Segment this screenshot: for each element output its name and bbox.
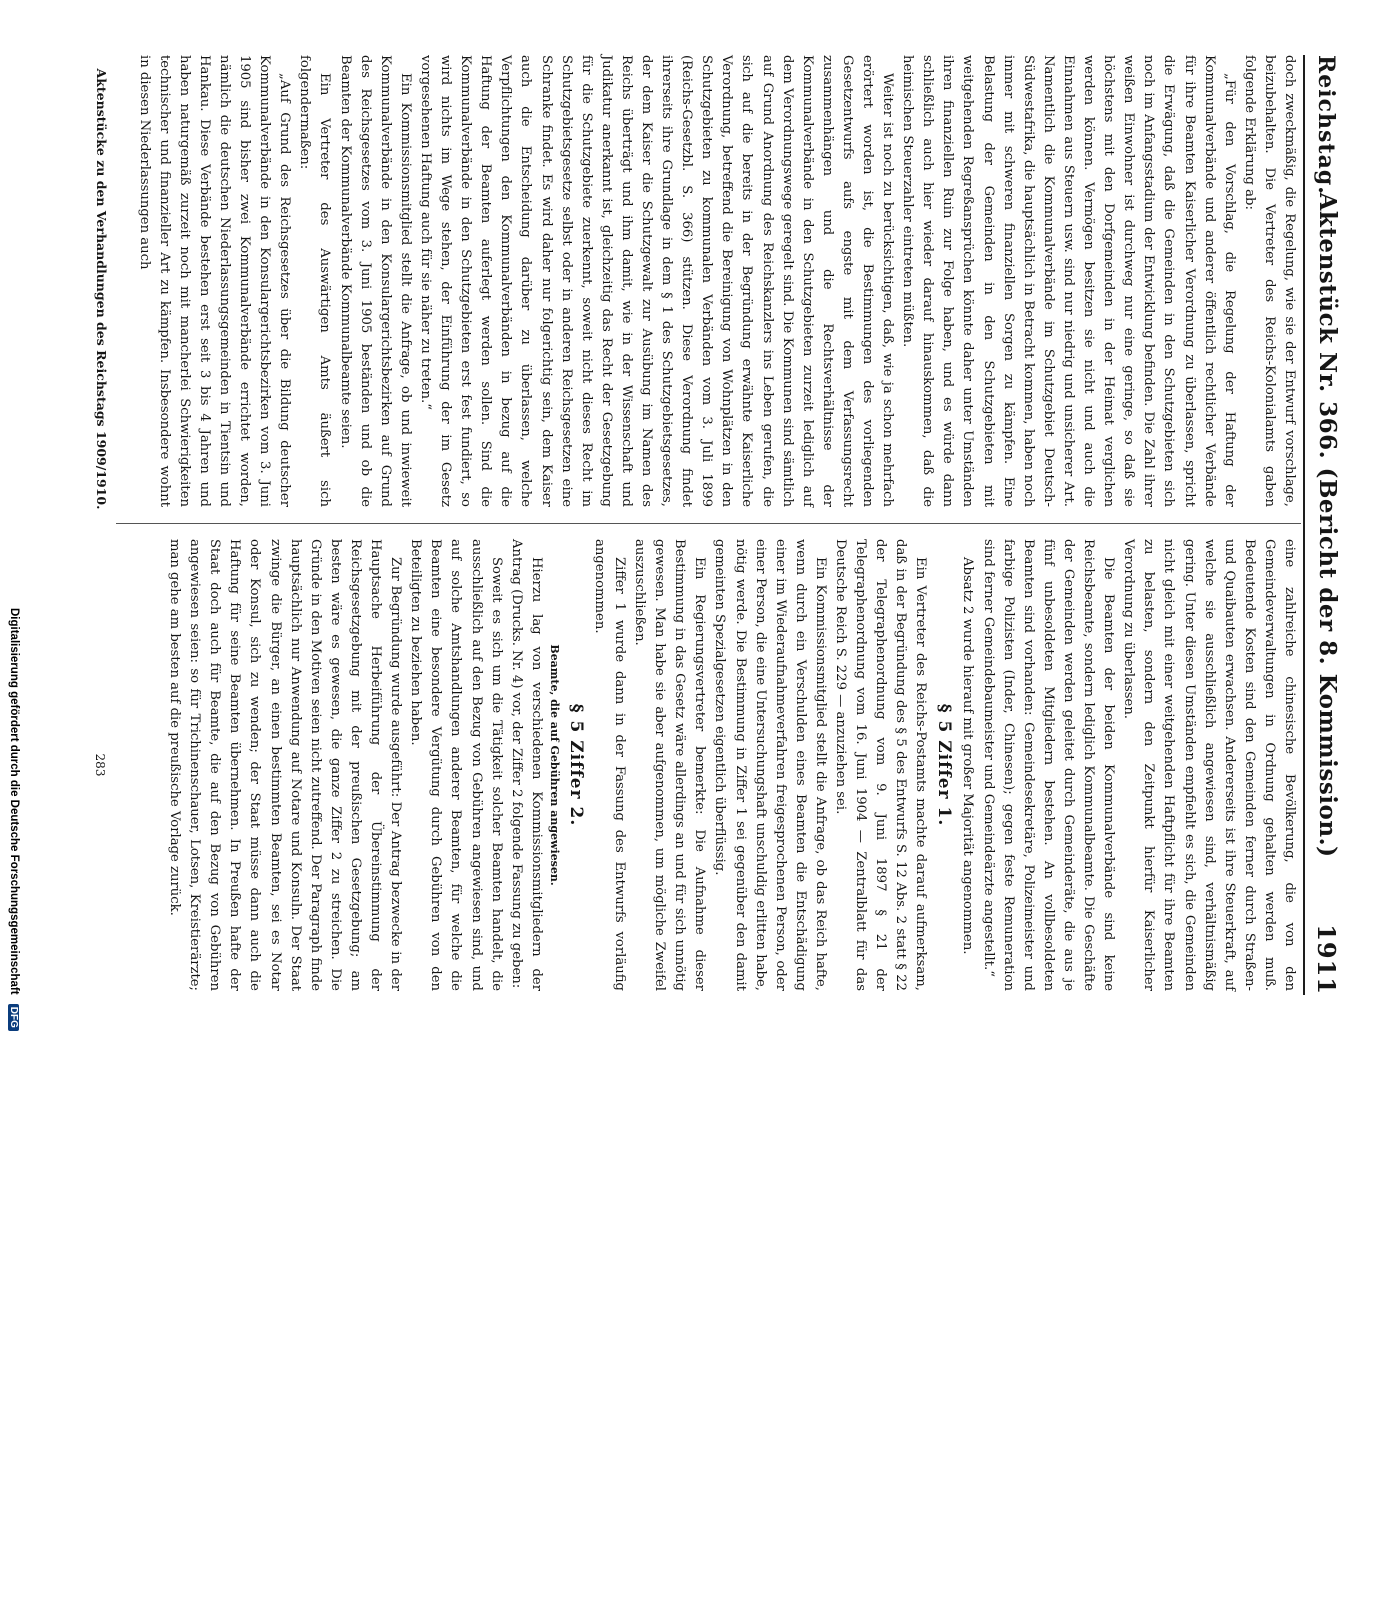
- paragraph: Hierzu lag von verschiedenen Kommissionsmitgliedern der Antrag (Drucks. Nr. 4) vor, der Ziffer 2 folgende Fassung zu geben:: [508, 539, 544, 991]
- paragraph: doch zweckmäßig, die Regelung, wie sie der Entwurf vorschlage, beizubehalten. Die Vertreter des Reichs-Kolonialamts gaben folgende Erklärung ab:: [1241, 55, 1297, 507]
- header-title: Aktenstück Nr. 366. (Bericht der 8. Kommission.): [1314, 192, 1341, 858]
- scanned-page: [51, 55, 1341, 995]
- credit-text: Digitalisierung gefördert durch die Deutsche Forschungsgemeinschaft: [8, 608, 20, 995]
- header-left: Reichstag.: [1313, 55, 1339, 195]
- header-rule: [1303, 55, 1305, 995]
- paragraph: Soweit es sich um die Tätigkeit solcher Beamten handelt, die ausschließlich auf den Bezug von Gebühren angewiesen sind, und auf solche Amtshandlungen anderer Beamten, für welche die Beamten eine besondere Vergütung durch Gebühren von den Beteiligten zu beziehen haben.: [408, 539, 504, 991]
- header-year: 1911: [1312, 924, 1341, 995]
- paragraph: Ein Vertreter des Reichs-Postamts machte darauf aufmerksam, daß in der Begründung des § 5 des Entwurfs S. 12 Abs. 2 statt § 22 der Telegraphenordnung vom 9. Juni 1897 § 21 der Telegraphenordnung vom 16. Juni 1904 — Zentralblatt für das Deutsche Reich S. 229 — anzuziehen sei.: [833, 539, 929, 991]
- section-heading: § 5 Ziffer 2.: [565, 703, 586, 827]
- paragraph: Ein Kommissionsmitglied stellt die Anfrage, ob das Reich hafte, wenn durch ein Verschulden eines Beamten die Entschädigung einer im Wiederaufnahmeverfahren freigesprochenen Person, oder einer Person, die eine Untersuchungshaft unschuldig erlitten habe, nötig werde. Die Bestimmung in Ziffer 1 sei gegenüber den damit gemeinten Spezialgesetzen eigentlich überflüssig.: [712, 539, 828, 991]
- right-column: [164, 539, 1299, 991]
- paragraph: Absatz 2 wurde hierauf mit großer Majorität angenommen.: [960, 557, 976, 955]
- section-subtitle: Beamte, die auf Gebühren angewiesen.: [547, 644, 561, 886]
- paragraph: Weiter ist noch zu berücksichtigen, daß, wie ja schon mehrfach erörtert worden ist, die Bestimmungen des vorliegenden Gesetzentwurfs aufs engste mit dem Verfassungsrecht zusammenhängen und die Rechtsverhältnisse der Kommunalverbände in den Schutzgebieten zurzeit lediglich auf dem Verordnungswege geregelt sind. Die Kommunen sind sämtlich auf Grund Anordnung des Reichskanzlers ins Leben gerufen, die sich auf die bereits in der Begründung erwähnte Kaiserliche Verordnung, betreffend die Bereinigung von Wohnplätzen in den Schutzgebieten zu kommunalen Verbänden vom 3. Juli 1899 (Reichs-Gesetzbl. S. 366) stützen. Diese Verordnung findet ihrerseits ihre Grundlage in dem § 1 des Schutzgebietsgesetzes, der dem Kaiser die Schutzgewalt zur Ausübung im Namen des Reichs überträgt und ihm damit, wie in der Wissenschaft und Judikatur anerkannt ist, gleichzeitig das Recht der Gesetzgebung für die Schutzgebiete zuerkennt, soweit nicht dieses Recht im Schutzgebietsgesetze selbst oder in anderen Reichsgesetzen eine Schranke findet. Es wird daher nur folgerichtig sein, dem Kaiser auch die Entscheidung darüber zu überlassen, welche Verpflichtungen den Kommunalverbänden in bezug auf die Haftung der Beamten auferlegt werden sollen. Sind die Kommunalverbände in den Schutzgebieten erst fest fundiert, so wird nichts im Wege stehen, der Einführung der im Gesetz vorgesehenen Haftung auch für sie näher zu treten.“: [417, 55, 896, 507]
- paragraph: „Für den Vorschlag, die Regelung der Haftung der Kommunalverbände und anderer öffentlich rechtlicher Verbände für ihre Beamten Kaiserlicher Verordnung zu überlassen, spricht die Erwägung, daß die Gemeinden in den Schutzgebieten sich noch im Anfangsstadium der Entwicklung befinden. Die Zahl ihrer weißen Einwohner ist durchweg nur eine geringe, so daß sie höchstens mit den Dorfgemeinden in der Heimat verglichen werden können. Vermögen besitzen sie nicht und auch die Einnahmen aus Steuern usw. sind nur niedrig und unsicherer Art. Namentlich die Kommunalverbände im Schutzgebiet Deutsch-Südwestafrika, die hauptsächlich in Betracht kommen, haben noch immer mit schweren finanziellen Sorgen zu kämpfen. Eine Belastung der Gemeinden in den Schutzgebieten mit weitgehenden Regreßansprüchen könnte daher unter Umständen ihren finanziellen Ruin zur Folge haben, und es würde dann schließlich auch hier wieder darauf hinauskommen, daß die heimischen Steuerzahler eintreten müßten.: [900, 55, 1237, 507]
- paragraph: eine zahlreiche chinesische Bevölkerung, die von den Gemeindeverwaltungen in Ordnung gehalten werden muß. Bedeutende Kosten sind den Gemeinden ferner durch Straßen- und Quaibauten erwachsen. Andererseits ist ihre Steuerkraft, auf welche sie ausschließlich angewiesen sind, verhältnismäßig gering. Unter diesen Umständen empfiehlt es sich, die Gemeinden nicht gleich mit einer weitgehenden Haftpflicht für ihre Beamten zu belasten, sondern den Zeitpunkt hierfür Kaiserlicher Verordnung zu überlassen.: [1121, 539, 1297, 991]
- section-heading: § 5 Ziffer 1.: [934, 703, 955, 827]
- paragraph: Zur Begründung wurde ausgeführt: Der Antrag bezwecke in der Hauptsache Herbeiführung der Übereinstimmung der Reichsgesetzgebung mit der preußischen Gesetzgebung; am besten wäre es gewesen, die ganze Ziffer 2 zu streichen. Die Gründe in den Motiven seien nicht zutreffend. Der Paragraph finde hauptsächlich nur Anwendung auf Notare und Konsuln. Der Staat zwinge die Bürger, an einen bestimmten Beamten, sei es Notar oder Konsul, sich zu wenden; der Staat müsse dann auch die Haftung für seine Beamten übernehmen. In Preußen hafte der Staat doch auch für Beamte, die auf den Bezug von Gebühren angewiesen seien: so für Trichinenschauer, Lotsen, Kreistierärzte; man gehe am besten auf die preußische Vorlage zurück.: [167, 539, 404, 991]
- paragraph: Ein Regierungsvertreter bemerkte: Die Aufnahme dieser Bestimmung in das Gesetz wäre allerdings an und für sich unnötig gewesen. Man habe sie aber aufgenommen, um mögliche Zweifel auszuschließen.: [632, 539, 708, 991]
- paragraph: Ein Vertreter des Auswärtigen Amts äußert sich folgendermaßen:: [297, 55, 333, 507]
- column-divider: [116, 523, 1301, 524]
- digitization-credit: [0, 0, 28, 1028]
- page-header: [1307, 55, 1341, 995]
- page-footer: Aktenstücke zu den Verhandlungen des Reichstags 1909/1910.: [94, 68, 109, 510]
- paragraph: „Auf Grund des Reichsgesetzes über die Bildung deutscher Kommunalverbände in den Konsulargerichtsbezirken vom 3. Juni 1905 sind bisher zwei Kommunalverbände errichtet worden, nämlich die deutschen Niederlassungsgemeinden in Tientsin und Hankau. Diese Verbände bestehen erst seit 3 bis 4 Jahren und haben naturgemäß zurzeit noch mit mancherlei Schwierigkeiten technischer und finanzieller Art zu kämpfen. Insbesondere wohnt in diesen Niederlassungen auch: [136, 55, 293, 507]
- dfg-logo-icon: DFG: [8, 1004, 19, 1031]
- page-number: 283: [93, 753, 107, 777]
- paragraph: Ziffer 1 wurde dann in der Fassung des Entwurfs vorläufig angenommen.: [591, 539, 627, 991]
- left-column: [134, 55, 1299, 507]
- paragraph: Die Beamten der beiden Kommunalverbände sind keine Reichsbeamte, sondern lediglich Kommunalbeamte. Die Geschäfte der Gemeinden werden geleitet durch Gemeinderäte, die aus je fünf unbesoldeten Mitgliedern bestehen. An vollbesoldeten Beamten sind vorhanden: Gemeindesekretäre, Polizeimeister und farbige Polizisten (Inder, Chinesen); gegen feste Remuneration sind ferner Gemeindebaumeister und Gemeindeärzte angestellt.“: [980, 539, 1117, 991]
- paragraph: Ein Kommissionsmitglied stellt die Anfrage, ob und inwieweit Kommunalverbände in den Konsulargerichtsbezirken auf Grund des Reichsgesetzes vom 3. Juni 1905 beständen und ob die Beamten der Kommunalverbände Kommunalbeamte seien.: [337, 55, 413, 507]
